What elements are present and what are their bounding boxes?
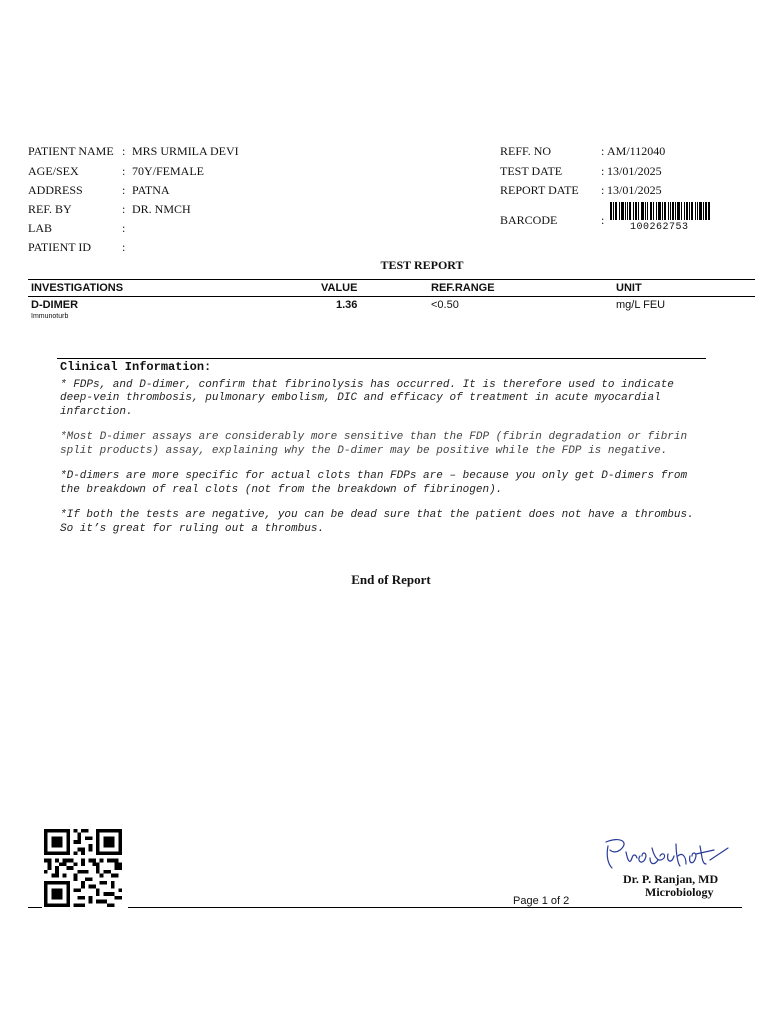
ref-by-label: REF. BY [28, 202, 72, 216]
doctor-signature-image [602, 834, 732, 874]
patient-name-label: PATIENT NAME [28, 144, 114, 158]
report-title: TEST REPORT [380, 258, 464, 272]
page-number: Page 1 of 2 [513, 895, 570, 907]
colon: : [601, 164, 605, 178]
reff-no-label: REFF. NO [500, 144, 552, 158]
colon: : [122, 221, 126, 235]
clinical-paragraph: *Most D-dimer assays are considerably more sensitive than the FDP (fibrin degradation or fibrin split products) assay, explaining why the D-dimer may be positive while the FDP is negative. [60, 431, 688, 457]
unit-value: mg/L FEU [616, 299, 666, 311]
clinical-heading: Clinical Information: [60, 360, 212, 374]
result-value: 1.36 [336, 299, 358, 311]
end-of-report: End of Report [351, 572, 431, 587]
reff-no-value: AM/112040 [607, 144, 666, 158]
table-header-rule [28, 296, 755, 297]
patient-name-value: MRS URMILA DEVI [132, 144, 239, 158]
colon: : [122, 202, 126, 216]
clinical-paragraph: *If both the tests are negative, you can be dead sure that the patient does not have a thrombus. So it’s great for ruling out a thrombus. [60, 509, 694, 535]
investigation-name: D-DIMER [31, 299, 79, 311]
lab-label: LAB [28, 221, 52, 235]
footer-rule-left [28, 907, 42, 908]
header-investigations: INVESTIGATIONS [31, 282, 124, 294]
method-text: Immunoturb [31, 313, 69, 320]
age-sex-label: AGE/SEX [28, 164, 79, 178]
patient-id-label: PATIENT ID [28, 240, 92, 254]
doctor-name: Dr. P. Ranjan, MD [623, 872, 719, 886]
header-ref-range: REF.RANGE [431, 282, 495, 294]
ref-range-value: <0.50 [431, 299, 459, 311]
test-date-label: TEST DATE [500, 164, 563, 178]
footer-rule [128, 907, 742, 908]
header-unit: UNIT [616, 282, 642, 294]
age-sex-value: 70Y/FEMALE [132, 164, 204, 178]
header-value: VALUE [321, 282, 358, 294]
clinical-info [60, 361, 710, 548]
doctor-department: Microbiology [645, 885, 714, 899]
report-date-label: REPORT DATE [500, 183, 579, 197]
colon: : [601, 213, 605, 227]
barcode-label: BARCODE [500, 213, 558, 227]
clinical-paragraph: *D-dimers are more specific for actual clots than FDPs are – because you only get D-dimers from the breakdown of real clots (not from the breakdown of fibrinogen). [60, 470, 688, 496]
clinical-top-rule [57, 358, 706, 359]
barcode-number: 100262753 [630, 222, 689, 233]
address-value: PATNA [132, 183, 170, 197]
colon: : [601, 183, 605, 197]
test-date-value: 13/01/2025 [607, 164, 662, 178]
barcode-image [610, 202, 710, 220]
colon: : [122, 164, 126, 178]
table-top-rule [28, 279, 755, 280]
clinical-paragraph: * FDPs, and D-dimer, confirm that fibrinolysis has occurred. It is therefore used to indicate deep-vein thrombosis, pulmonary embolism, DIC and efficacy of treatment in acute myocardial infarction. [60, 378, 674, 418]
colon: : [122, 240, 126, 254]
ref-by-value: DR. NMCH [132, 202, 191, 216]
colon: : [122, 144, 126, 158]
colon: : [122, 183, 126, 197]
colon: : [601, 144, 605, 158]
qr-code-image [42, 829, 124, 907]
report-date-value: 13/01/2025 [607, 183, 662, 197]
address-label: ADDRESS [28, 183, 83, 197]
